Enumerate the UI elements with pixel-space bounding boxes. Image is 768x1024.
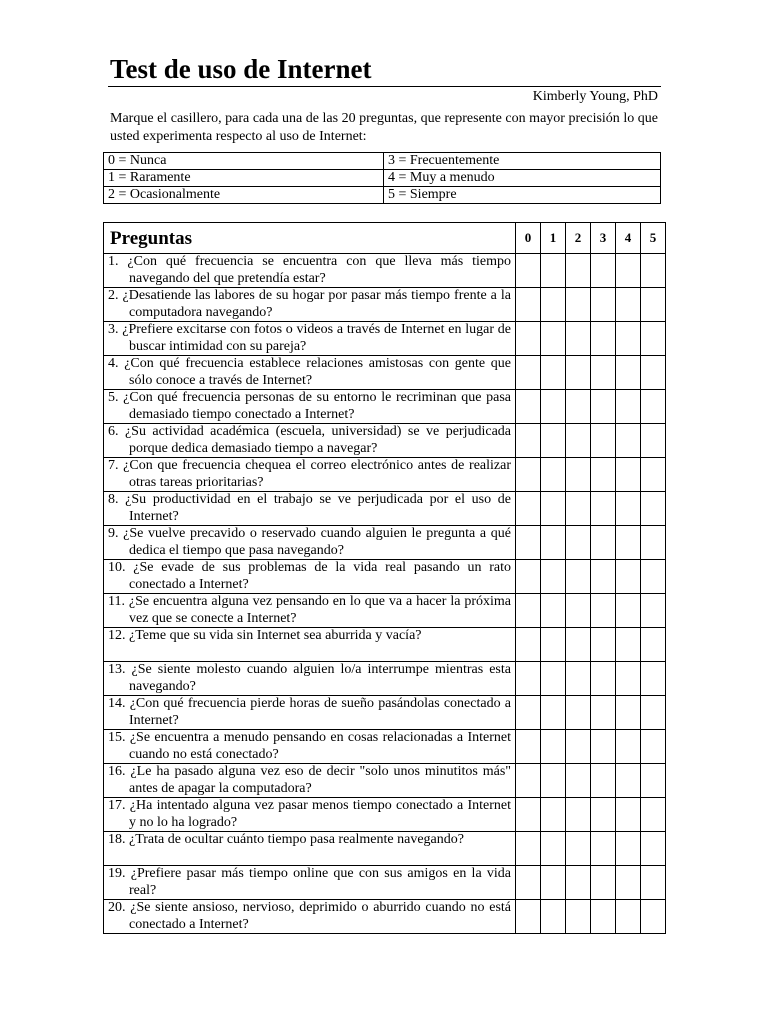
question-cell [104,696,516,730]
answer-box-5[interactable] [641,798,666,832]
answer-box-3[interactable] [591,390,616,424]
answer-box-1[interactable] [541,424,566,458]
answer-box-1[interactable] [541,662,566,696]
answer-box-3[interactable] [591,526,616,560]
question-cell [104,764,516,798]
answer-box-4[interactable] [616,628,641,662]
answer-box-3[interactable] [591,458,616,492]
scale-row [104,187,661,204]
answer-box-5[interactable] [641,492,666,526]
answer-box-5[interactable] [641,560,666,594]
answer-box-2[interactable] [566,628,591,662]
answer-box-2[interactable] [566,356,591,390]
answer-box-5[interactable] [641,322,666,356]
question-cell [104,730,516,764]
answer-box-0[interactable] [516,900,541,934]
answer-box-0[interactable] [516,288,541,322]
answer-box-5[interactable] [641,288,666,322]
answer-box-2[interactable] [566,696,591,730]
answer-box-2[interactable] [566,492,591,526]
question-text: 1. ¿Con qué frecuencia se encuentra con que lleva más tiempo navegando del que pretendía estar? [108,254,511,286]
answer-box-1[interactable] [541,900,566,934]
question-cell [104,458,516,492]
table-row [104,356,666,390]
answer-box-5[interactable] [641,696,666,730]
answer-box-2[interactable] [566,866,591,900]
author-name: Kimberly Young, PhD [532,89,658,104]
answer-box-3[interactable] [591,900,616,934]
answer-box-4[interactable] [616,900,641,934]
answer-box-2[interactable] [566,424,591,458]
question-cell [104,594,516,628]
answer-box-2[interactable] [566,390,591,424]
scale-cell: 5 = Siempre [384,187,661,204]
questions-body [104,254,666,934]
answer-box-5[interactable] [641,832,666,866]
question-cell [104,322,516,356]
option-header-4: 4 [616,223,641,254]
answer-box-1[interactable] [541,594,566,628]
answer-box-1[interactable] [541,254,566,288]
question-text: 2. ¿Desatiende las labores de su hogar por pasar más tiempo frente a la computadora navegando? [108,288,511,320]
answer-box-1[interactable] [541,390,566,424]
answer-box-0[interactable] [516,322,541,356]
answer-box-5[interactable] [641,526,666,560]
question-cell [104,560,516,594]
scale-cell: 3 = Frecuentemente [384,153,661,170]
page-title: Test de uso de Internet [110,54,372,84]
question-cell [104,832,516,866]
answer-box-2[interactable] [566,288,591,322]
scale-cell: 2 = Ocasionalmente [104,187,384,204]
answer-box-0[interactable] [516,424,541,458]
answer-box-1[interactable] [541,730,566,764]
question-cell [104,526,516,560]
table-row [104,764,666,798]
question-text: 15. ¿Se encuentra a menudo pensando en cosas relacionadas a Internet cuando no está conectado? [108,730,511,762]
table-row [104,492,666,526]
question-text: 17. ¿Ha intentado alguna vez pasar menos tiempo conectado a Internet y no lo ha logrado? [108,798,511,830]
question-cell [104,900,516,934]
answer-box-5[interactable] [641,730,666,764]
answer-box-0[interactable] [516,832,541,866]
question-text: 8. ¿Su productividad en el trabajo se ve perjudicada por el uso de Internet? [108,492,511,524]
answer-box-1[interactable] [541,458,566,492]
answer-box-2[interactable] [566,662,591,696]
question-text: 20. ¿Se siente ansioso, nervioso, deprimido o aburrido cuando no está conectado a Internet? [108,900,511,932]
answer-box-4[interactable] [616,832,641,866]
question-text: 12. ¿Teme que su vida sin Internet sea aburrida y vacía? [108,628,422,643]
question-text: 16. ¿Le ha pasado alguna vez eso de decir "solo unos minutitos más" antes de apagar la computadora? [108,764,511,796]
answer-box-3[interactable] [591,832,616,866]
answer-box-1[interactable] [541,322,566,356]
answer-box-3[interactable] [591,254,616,288]
question-text: 3. ¿Prefiere excitarse con fotos o videos a través de Internet en lugar de buscar intimidad con su pareja? [108,322,511,354]
answer-box-1[interactable] [541,288,566,322]
answer-box-5[interactable] [641,662,666,696]
table-row [104,900,666,934]
scale-cell: 1 = Raramente [104,170,384,187]
answer-box-2[interactable] [566,526,591,560]
answer-box-5[interactable] [641,424,666,458]
answer-box-3[interactable] [591,696,616,730]
question-text: 10. ¿Se evade de sus problemas de la vida real pasando un rato conectado a Internet? [108,560,511,592]
answer-box-0[interactable] [516,628,541,662]
table-row [104,526,666,560]
questions-table [103,222,666,934]
question-cell [104,492,516,526]
table-row [104,390,666,424]
table-row [104,458,666,492]
table-row [104,254,666,288]
answer-box-1[interactable] [541,560,566,594]
answer-box-4[interactable] [616,764,641,798]
question-text: 4. ¿Con qué frecuencia establece relaciones amistosas con gente que sólo conoce a través de Internet? [108,356,511,388]
option-header-3: 3 [591,223,616,254]
scale-row [104,153,661,170]
answer-box-0[interactable] [516,356,541,390]
question-text: 11. ¿Se encuentra alguna vez pensando en lo que va a hacer la próxima vez que se conecte a Internet? [108,594,511,626]
question-text: 6. ¿Su actividad académica (escuela, universidad) se ve perjudicada porque dedica demasiado tiempo a navegar? [108,424,511,456]
question-cell [104,628,516,662]
answer-box-2[interactable] [566,560,591,594]
answer-box-4[interactable] [616,458,641,492]
scale-cell: 0 = Nunca [104,153,384,170]
question-cell [104,424,516,458]
question-cell [104,254,516,288]
answer-box-2[interactable] [566,458,591,492]
table-row [104,832,666,866]
answer-box-0[interactable] [516,492,541,526]
answer-box-0[interactable] [516,526,541,560]
answer-box-2[interactable] [566,730,591,764]
answer-box-5[interactable] [641,628,666,662]
answer-box-4[interactable] [616,390,641,424]
answer-box-3[interactable] [591,798,616,832]
answer-box-3[interactable] [591,288,616,322]
question-text: 18. ¿Trata de ocultar cuánto tiempo pasa realmente navegando? [108,832,464,847]
answer-box-1[interactable] [541,798,566,832]
question-cell [104,390,516,424]
scale-row [104,170,661,187]
answer-box-4[interactable] [616,866,641,900]
answer-box-3[interactable] [591,662,616,696]
answer-box-4[interactable] [616,424,641,458]
answer-box-3[interactable] [591,424,616,458]
answer-box-0[interactable] [516,866,541,900]
table-row [104,628,666,662]
answer-box-2[interactable] [566,594,591,628]
answer-box-0[interactable] [516,798,541,832]
table-row [104,594,666,628]
answer-box-0[interactable] [516,730,541,764]
answer-box-4[interactable] [616,492,641,526]
answer-box-1[interactable] [541,628,566,662]
answer-box-4[interactable] [616,696,641,730]
question-cell [104,356,516,390]
instructions-text: Marque el casillero, para cada una de las 20 preguntas, que represente con mayor precisión lo que usted experimenta respecto al uso de Internet: [110,111,658,144]
table-row [104,798,666,832]
answer-box-3[interactable] [591,594,616,628]
answer-box-3[interactable] [591,356,616,390]
answer-box-5[interactable] [641,594,666,628]
answer-box-2[interactable] [566,764,591,798]
answer-box-3[interactable] [591,560,616,594]
answer-box-0[interactable] [516,458,541,492]
answer-box-2[interactable] [566,798,591,832]
answer-box-0[interactable] [516,662,541,696]
answer-box-4[interactable] [616,322,641,356]
question-text: 7. ¿Con que frecuencia chequea el correo electrónico antes de realizar otras tareas prioritarias? [108,458,511,490]
answer-box-4[interactable] [616,798,641,832]
answer-box-3[interactable] [591,730,616,764]
answer-box-5[interactable] [641,356,666,390]
answer-box-0[interactable] [516,390,541,424]
answer-box-0[interactable] [516,254,541,288]
answer-box-2[interactable] [566,254,591,288]
answer-box-3[interactable] [591,764,616,798]
answer-box-4[interactable] [616,662,641,696]
question-cell [104,288,516,322]
answer-box-1[interactable] [541,866,566,900]
option-header-2: 2 [566,223,591,254]
question-text: 5. ¿Con qué frecuencia personas de su entorno le recriminan que pasa demasiado tiempo conectado a Internet? [108,390,511,422]
title-divider [108,86,661,87]
answer-box-4[interactable] [616,356,641,390]
question-cell [104,662,516,696]
scale-legend-table [103,152,661,204]
option-header-0: 0 [516,223,541,254]
question-cell [104,866,516,900]
answer-box-5[interactable] [641,458,666,492]
answer-box-2[interactable] [566,832,591,866]
answer-box-3[interactable] [591,492,616,526]
answer-box-4[interactable] [616,254,641,288]
questions-header: Preguntas [104,223,516,254]
answer-box-2[interactable] [566,900,591,934]
table-row [104,866,666,900]
table-row [104,322,666,356]
answer-box-5[interactable] [641,254,666,288]
scale-cell: 4 = Muy a menudo [384,170,661,187]
answer-box-5[interactable] [641,900,666,934]
answer-box-4[interactable] [616,526,641,560]
answer-box-1[interactable] [541,356,566,390]
table-row [104,730,666,764]
answer-box-1[interactable] [541,832,566,866]
table-row [104,288,666,322]
question-text: 9. ¿Se vuelve precavido o reservado cuando alguien le pregunta a qué dedica el tiempo que pasa navegando? [108,526,511,558]
answer-box-4[interactable] [616,288,641,322]
answer-box-5[interactable] [641,390,666,424]
answer-box-5[interactable] [641,764,666,798]
table-row [104,662,666,696]
table-row [104,560,666,594]
answer-box-4[interactable] [616,560,641,594]
answer-box-2[interactable] [566,322,591,356]
question-text: 13. ¿Se siente molesto cuando alguien lo/a interrumpe mientras esta navegando? [108,662,511,694]
answer-box-0[interactable] [516,696,541,730]
answer-box-1[interactable] [541,526,566,560]
answer-box-0[interactable] [516,764,541,798]
answer-box-3[interactable] [591,866,616,900]
table-row [104,424,666,458]
answer-box-5[interactable] [641,866,666,900]
answer-box-0[interactable] [516,560,541,594]
answer-box-3[interactable] [591,322,616,356]
option-header-1: 1 [541,223,566,254]
answer-box-0[interactable] [516,594,541,628]
table-row [104,696,666,730]
question-text: 14. ¿Con qué frecuencia pierde horas de sueño pasándolas conectado a Internet? [108,696,511,728]
option-header-5: 5 [641,223,666,254]
answer-box-4[interactable] [616,730,641,764]
answer-box-3[interactable] [591,628,616,662]
answer-box-1[interactable] [541,696,566,730]
answer-box-4[interactable] [616,594,641,628]
answer-box-1[interactable] [541,764,566,798]
question-text: 19. ¿Prefiere pasar más tiempo online que con sus amigos en la vida real? [108,866,511,898]
questions-header-row [104,223,666,254]
question-cell [104,798,516,832]
answer-box-1[interactable] [541,492,566,526]
